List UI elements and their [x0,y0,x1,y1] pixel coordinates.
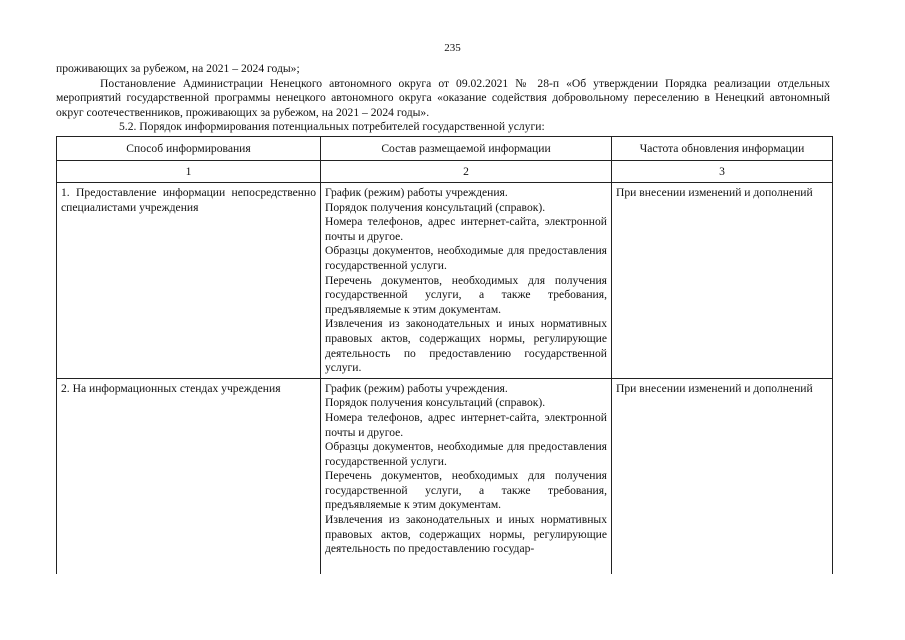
content-item: Номера телефонов, адрес интернет-сайта, электронной почты и другое. [325,410,607,439]
content-item: Перечень документов, необходимых для получения государственной услуги, а также требования, предъявляемые к этим документам. [325,469,607,512]
column-number: 2 [321,161,612,183]
content-cell [321,378,612,574]
content-item: Извлечения из законодательных и иных нормативных правовых актов, содержащих нормы, регулирующие деятельность по предоставлению государ- [325,513,607,556]
content-item: График (режим) работы учреждения. [325,381,508,395]
content-item: Образцы документов, необходимые для предоставления государственной услуги. [325,440,607,468]
frequency-cell: При внесении изменений и дополнений [612,183,833,379]
method-cell: 1. Предоставление информации непосредственно специалистами учреждения [57,183,321,379]
method-cell: 2. На информационных стендах учреждения [57,378,321,574]
content-item: Порядок получения консультаций (справок). [325,200,546,214]
table-number-row [57,161,833,183]
table-row [57,183,833,379]
section-heading: 5.2. Порядок информирования потенциальных потребителей государственной услуги: [119,120,545,134]
frequency-cell: При внесении изменений и дополнений [612,378,833,574]
table-row [57,378,833,574]
header-frequency: Частота обновления информации [612,137,833,161]
content-item: Порядок получения консультаций (справок). [325,396,546,410]
intro-line: проживающих за рубежом, на 2021 – 2024 годы»; [56,62,300,75]
content-item: График (режим) работы учреждения. [325,186,508,199]
content-item: Образцы документов, необходимые для предоставления государственной услуги. [325,244,607,272]
header-method: Способ информирования [57,137,321,161]
column-number: 1 [57,161,321,183]
page-number: 235 [444,42,461,54]
content-cell [321,183,612,379]
content-item: Номера телефонов, адрес интернет-сайта, электронной почты и другое. [325,215,607,243]
column-number: 3 [612,161,833,183]
content-item: Извлечения из законодательных и иных нормативных правовых актов, содержащих нормы, регулирующие деятельность по предоставлению государственной услуги. [325,317,607,375]
content-item: Перечень документов, необходимых для получения государственной услуги, а также требования, предъявляемые к этим документам. [325,273,607,316]
intro-text [56,62,830,135]
header-content: Состав размещаемой информации [321,137,612,161]
table-header-row [57,137,833,161]
information-table [56,136,833,574]
intro-paragraph: Постановление Администрации Ненецкого автономного округа от 09.02.2021 № 28-п «Об утверждении Порядка реализации отдельных мероприятий государственной программы ненецкого автономного округа «оказание содействия добровольному переселению в Ненецкий автономный округ соотечественников, проживающих за рубежом, на 2021 – 2024 годы». [56,76,830,119]
